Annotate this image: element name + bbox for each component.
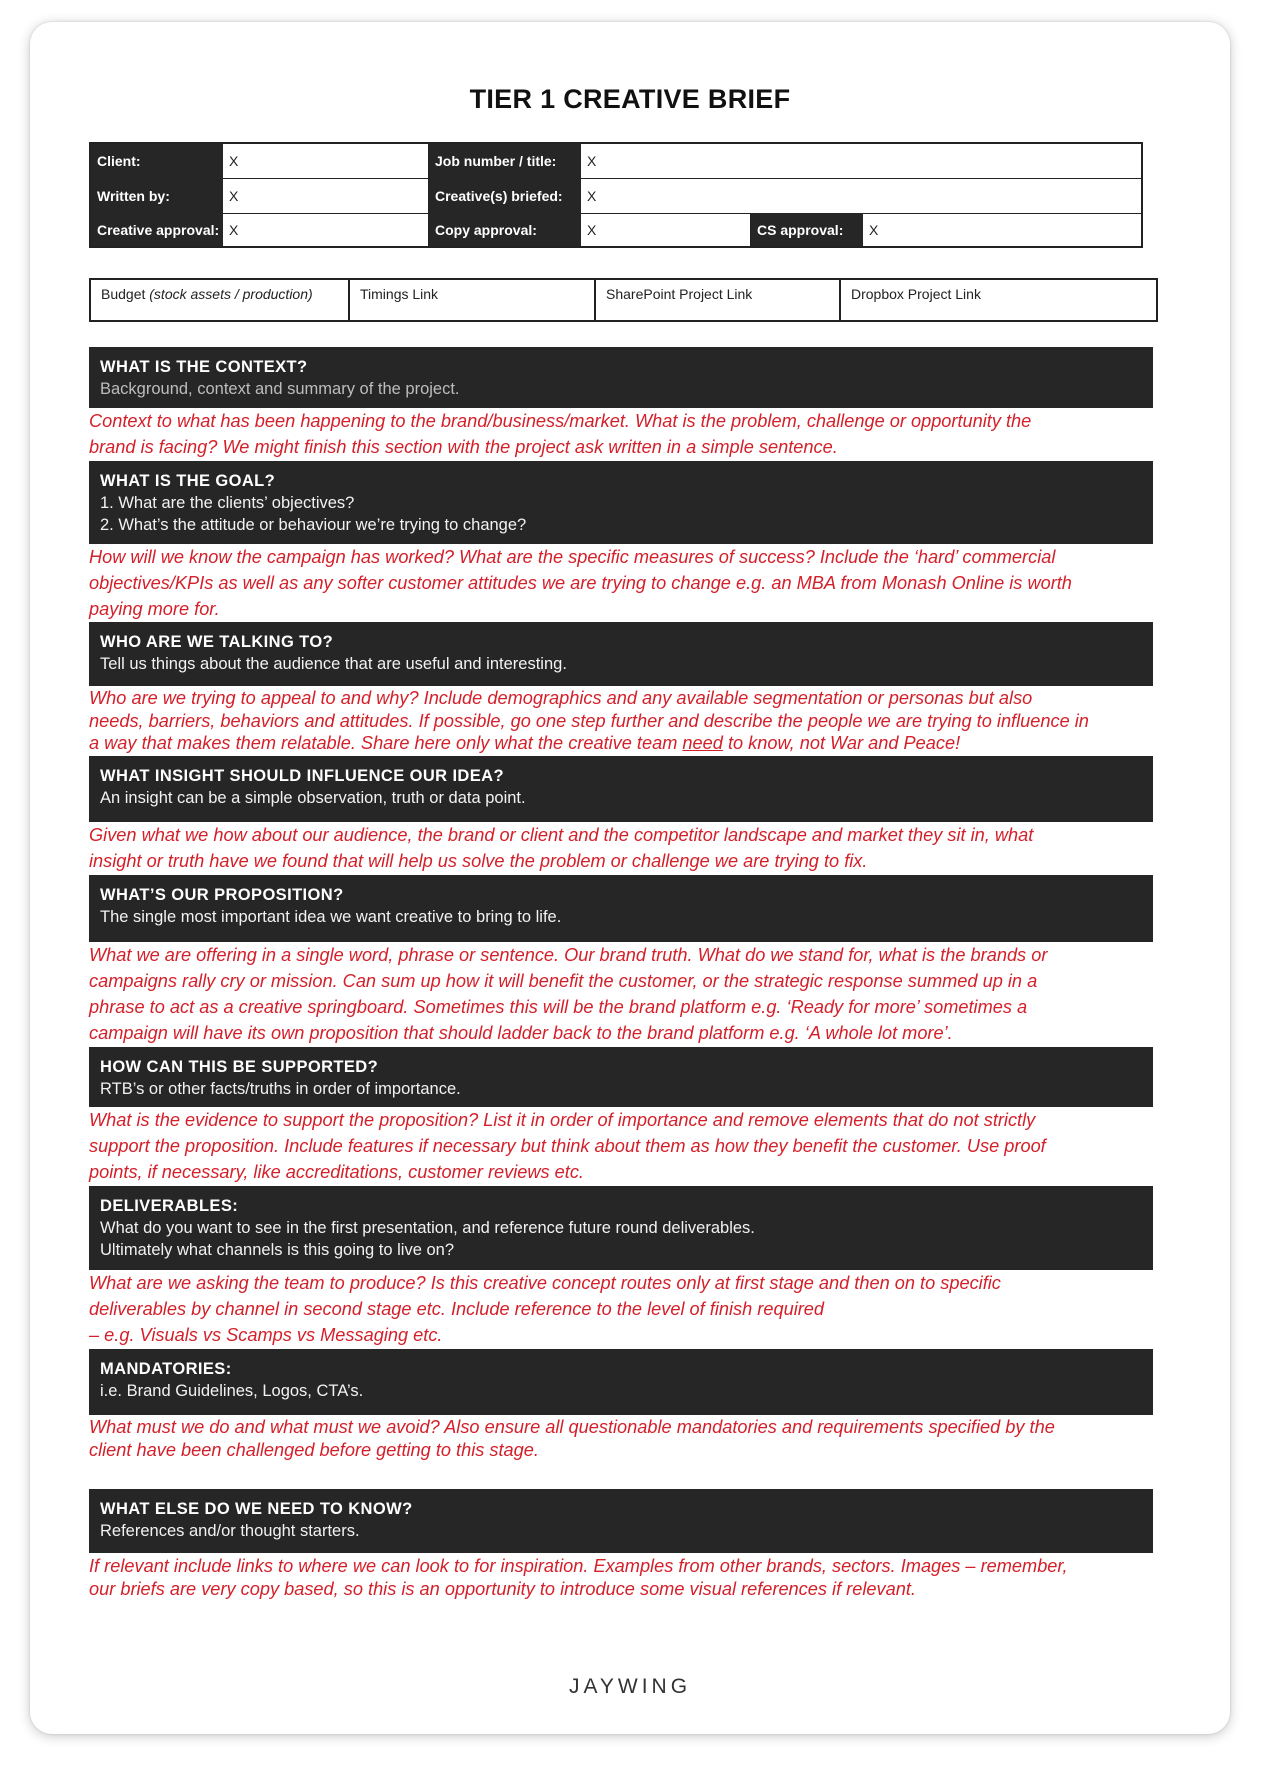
body-line: points, if necessary, like accreditations, customer reviews etc. xyxy=(89,1162,584,1182)
section-audience-header xyxy=(89,622,1153,686)
section-insight-body xyxy=(89,822,1199,874)
cs-approval-label: CS approval: xyxy=(751,213,863,246)
body-line: What must we do and what must we avoid? Also ensure all questionable mandatories and requirements specified by the xyxy=(89,1417,1055,1437)
creatives-briefed-label: Creative(s) briefed: xyxy=(429,178,581,213)
section-support-header xyxy=(89,1047,1153,1107)
section-heading: WHAT ELSE DO WE NEED TO KNOW? xyxy=(100,1500,413,1518)
budget-label: Budget xyxy=(101,286,146,302)
body-line: Who are we trying to appeal to and why? Include demographics and any available segmentation or personas but also xyxy=(89,688,1033,708)
copy-approval-field[interactable]: X xyxy=(581,213,751,246)
timings-link[interactable]: Timings Link xyxy=(350,280,596,320)
section-mandatories-body xyxy=(89,1416,1199,1461)
sharepoint-link[interactable]: SharePoint Project Link xyxy=(596,280,841,320)
body-line: support the proposition. Include features if necessary but think about them as how they benefit the customer. Use proof xyxy=(89,1136,1046,1156)
client-field[interactable]: X xyxy=(223,144,429,178)
body-line: How will we know the campaign has worked? What are the specific measures of success? Include the ‘hard’ commercial xyxy=(89,547,1056,567)
section-deliverables-body xyxy=(89,1270,1199,1348)
section-support-body xyxy=(89,1107,1199,1185)
section-subheading: What do you want to see in the first presentation, and reference future round deliverables. xyxy=(100,1219,755,1237)
body-line: insight or truth have we found that will help us solve the problem or challenge we are trying to fix. xyxy=(89,851,868,871)
budget-note: (stock assets / production) xyxy=(149,286,313,302)
section-heading: WHO ARE WE TALKING TO? xyxy=(100,633,334,651)
section-context-header xyxy=(89,347,1153,408)
section-heading: MANDATORIES: xyxy=(100,1360,232,1378)
section-what-else-header xyxy=(89,1489,1153,1553)
section-deliverables-header xyxy=(89,1186,1153,1270)
section-subheading: Background, context and summary of the project. xyxy=(100,380,460,398)
page-title: TIER 1 CREATIVE BRIEF xyxy=(469,84,791,114)
body-line: client have been challenged before getting to this stage. xyxy=(89,1439,539,1460)
dropbox-link[interactable]: Dropbox Project Link xyxy=(851,286,981,302)
section-heading: WHAT’S OUR PROPOSITION? xyxy=(100,886,344,904)
section-proposition-body xyxy=(89,942,1199,1046)
body-line: – e.g. Visuals vs Scamps vs Messaging etc. xyxy=(89,1325,443,1345)
section-insight-header xyxy=(89,756,1153,822)
body-line: paying more for. xyxy=(89,599,220,619)
body-line: Given what we how about our audience, the brand or client and the competitor landscape and market they sit in, what xyxy=(89,825,1034,845)
section-subheading: Tell us things about the audience that are useful and interesting. xyxy=(100,655,567,673)
body-line: objectives/KPIs as well as any softer customer attitudes we are trying to change e.g. an MBA from Monash Online is worth xyxy=(89,573,1072,593)
section-heading: HOW CAN THIS BE SUPPORTED? xyxy=(100,1058,379,1076)
section-goal-header xyxy=(89,461,1153,544)
body-line: If relevant include links to where we can look to for inspiration. Examples from other brands, sectors. Images – remember, xyxy=(89,1556,1068,1576)
info-table xyxy=(89,142,1143,248)
section-heading: WHAT IS THE CONTEXT? xyxy=(100,358,308,376)
copy-approval-label: Copy approval: xyxy=(429,213,581,246)
section-subheading: An insight can be a simple observation, truth or data point. xyxy=(100,789,526,807)
job-field[interactable]: X xyxy=(581,144,1141,178)
underlined-word: need xyxy=(682,733,723,753)
section-what-else-body xyxy=(89,1555,1199,1600)
written-by-field[interactable]: X xyxy=(223,178,429,213)
section-mandatories-header xyxy=(89,1349,1153,1415)
section-context-body xyxy=(89,408,1199,460)
section-heading: WHAT IS THE GOAL? xyxy=(100,472,276,490)
body-line: Context to what has been happening to the brand/business/market. What is the problem, challenge or opportunity the xyxy=(89,411,1032,431)
creative-approval-label: Creative approval: xyxy=(91,213,223,246)
written-by-label: Written by: xyxy=(91,178,223,213)
cs-approval-field[interactable]: X xyxy=(863,213,1141,246)
client-label: Client: xyxy=(91,144,223,178)
section-subheading: RTB’s or other facts/truths in order of importance. xyxy=(100,1080,461,1098)
links-row xyxy=(89,278,1158,322)
section-proposition-header xyxy=(89,875,1153,942)
section-goal-body xyxy=(89,544,1199,622)
body-line: What we are offering in a single word, phrase or sentence. Our brand truth. What do we stand for, what is the brands or xyxy=(89,945,1048,965)
job-label: Job number / title: xyxy=(429,144,581,178)
body-line: phrase to act as a creative springboard. Sometimes this will be the brand platform e.g. ‘Ready for more’ sometimes a xyxy=(89,997,1028,1017)
section-subheading: References and/or thought starters. xyxy=(100,1522,360,1540)
body-line: our briefs are very copy based, so this is an opportunity to introduce some visual references if relevant. xyxy=(89,1578,916,1599)
section-heading: WHAT INSIGHT SHOULD INFLUENCE OUR IDEA? xyxy=(100,767,504,785)
section-subheading: Ultimately what channels is this going to live on? xyxy=(100,1241,455,1259)
section-subheading: 2. What’s the attitude or behaviour we’re trying to change? xyxy=(100,516,527,534)
body-line: campaign will have its own proposition that should ladder back to the brand platform e.g. ‘A whole lot more’. xyxy=(89,1023,953,1043)
brief-page xyxy=(30,22,1230,1734)
body-line: a way that makes them relatable. Share here only what the creative team need to know, not War and Peace! xyxy=(89,733,961,753)
creatives-briefed-field[interactable]: X xyxy=(581,178,1141,213)
section-subheading: i.e. Brand Guidelines, Logos, CTA’s. xyxy=(100,1382,364,1400)
section-heading: DELIVERABLES: xyxy=(100,1197,239,1215)
body-line: needs, barriers, behaviors and attitudes. If possible, go one step further and describe the people we are trying to influence in xyxy=(89,710,1089,731)
creative-approval-field[interactable]: X xyxy=(223,213,429,246)
jaywing-logo: JAYWING xyxy=(568,1675,692,1698)
section-audience-body xyxy=(89,687,1199,755)
body-line: What are we asking the team to produce? Is this creative concept routes only at first stage and then on to specific xyxy=(89,1273,1001,1293)
body-line: deliverables by channel in second stage etc. Include reference to the level of finish required xyxy=(89,1299,825,1319)
section-subheading: The single most important idea we want creative to bring to life. xyxy=(100,908,562,926)
budget-cell[interactable] xyxy=(91,280,350,320)
body-line: brand is facing? We might finish this section with the project ask written in a simple sentence. xyxy=(89,437,838,457)
body-line: What is the evidence to support the proposition? List it in order of importance and remove elements that do not strictly xyxy=(89,1110,1036,1130)
section-subheading: 1. What are the clients’ objectives? xyxy=(100,494,355,512)
body-line: campaigns rally cry or mission. Can sum up how it will benefit the customer, or the strategic response summed up in a xyxy=(89,971,1038,991)
